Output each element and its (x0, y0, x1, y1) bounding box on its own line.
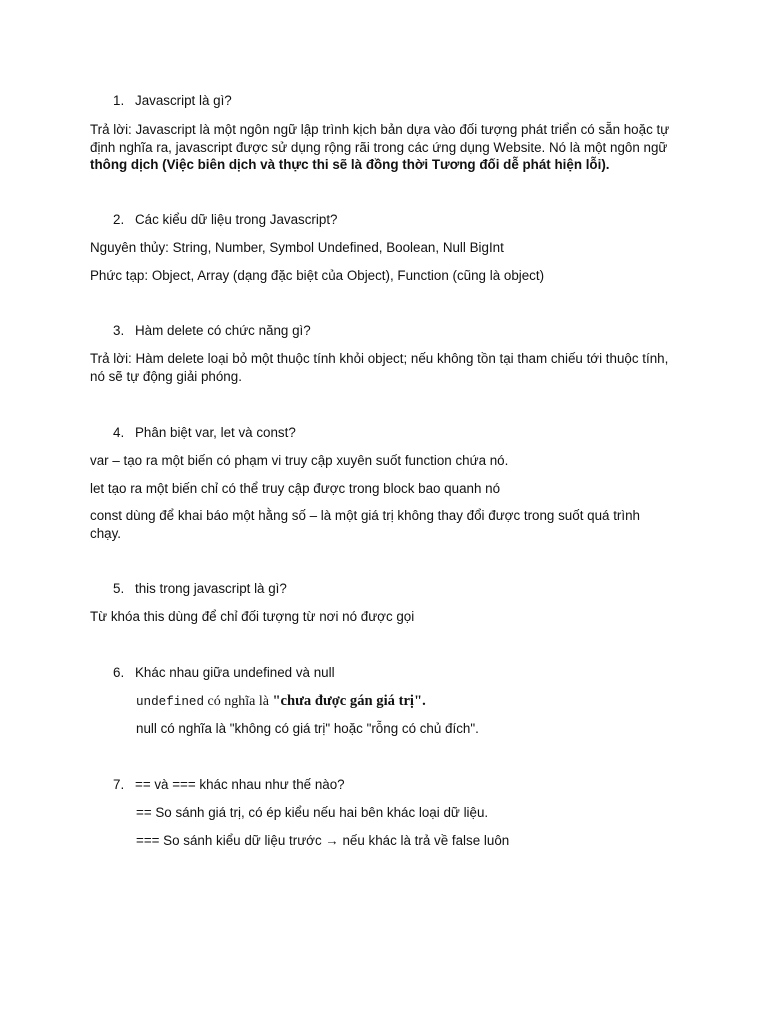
question-3 (113, 322, 311, 340)
answer-5: Từ khóa this dùng để chỉ đối tượng từ nơi nó được gọi (90, 609, 415, 624)
answer-1-bold: thông dịch (Việc biên dịch và thực thi sẽ là đồng thời Tương đối dễ phát hiện lỗi). (90, 157, 610, 172)
answer-3: Trả lời: Hàm delete loại bỏ một thuộc tính khỏi object; nếu không tồn tại tham chiếu tới thuộc tính, nó sẽ tự động giải phóng. (90, 351, 669, 384)
answer-1 (90, 121, 680, 174)
triple-equal-description: === So sánh kiểu dữ liệu trước → nếu khác là trả về false luôn (136, 833, 510, 848)
question-5 (113, 580, 287, 598)
null-description: null có nghĩa là "không có giá trị" hoặc "rỗng có chủ đích". (136, 721, 479, 736)
undefined-mid: có nghĩa là (204, 694, 273, 709)
question-text: Khác nhau giữa undefined và null (135, 665, 335, 680)
const-description: const dùng để khai báo một hằng số – là một giá trị không thay đổi được trong suốt quá trình chạy. (90, 508, 640, 541)
question-number: 3. (113, 323, 125, 338)
complex-types: Phức tạp: Object, Array (dạng đặc biệt của Object), Function (cũng là object) (90, 268, 545, 283)
primitive-types: Nguyên thủy: String, Number, Symbol Undefined, Boolean, Null BigInt (90, 240, 504, 255)
question-2 (113, 211, 337, 229)
question-1 (113, 92, 232, 110)
question-4 (113, 424, 296, 442)
undefined-bold: "chưa được gán giá trị". (272, 693, 426, 709)
question-text: Javascript là gì? (135, 93, 232, 108)
double-equal-description: == So sánh giá trị, có ép kiểu nếu hai bên khác loại dữ liệu. (136, 805, 489, 820)
var-description: var – tạo ra một biến có phạm vi truy cập xuyên suốt function chứa nó. (90, 453, 509, 468)
undefined-description (136, 692, 426, 712)
question-number: 4. (113, 425, 125, 440)
question-text: Các kiểu dữ liệu trong Javascript? (135, 212, 338, 227)
undefined-code: undefined (136, 695, 205, 709)
question-number: 5. (113, 581, 125, 596)
question-number: 2. (113, 212, 125, 227)
let-description: let tạo ra một biến chỉ có thể truy cập được trong block bao quanh nó (90, 481, 501, 496)
question-text: Hàm delete có chức năng gì? (135, 323, 311, 338)
question-text: Phân biệt var, let và const? (135, 425, 296, 440)
question-number: 7. (113, 777, 125, 792)
question-text: this trong javascript là gì? (135, 581, 287, 596)
question-7 (113, 776, 345, 794)
answer-1-text: Trả lời: Javascript là một ngôn ngữ lập trình kịch bản dựa vào đối tượng phát triển có sẵn hoặc tự định nghĩa ra, javascript được sử dụng rộng rãi trong các ứng dụng Website. Nó là một ngôn ngữ (90, 122, 670, 155)
question-6 (113, 664, 335, 682)
question-text: == và === khác nhau như thế nào? (135, 777, 345, 792)
question-number: 1. (113, 93, 125, 108)
question-number: 6. (113, 665, 125, 680)
